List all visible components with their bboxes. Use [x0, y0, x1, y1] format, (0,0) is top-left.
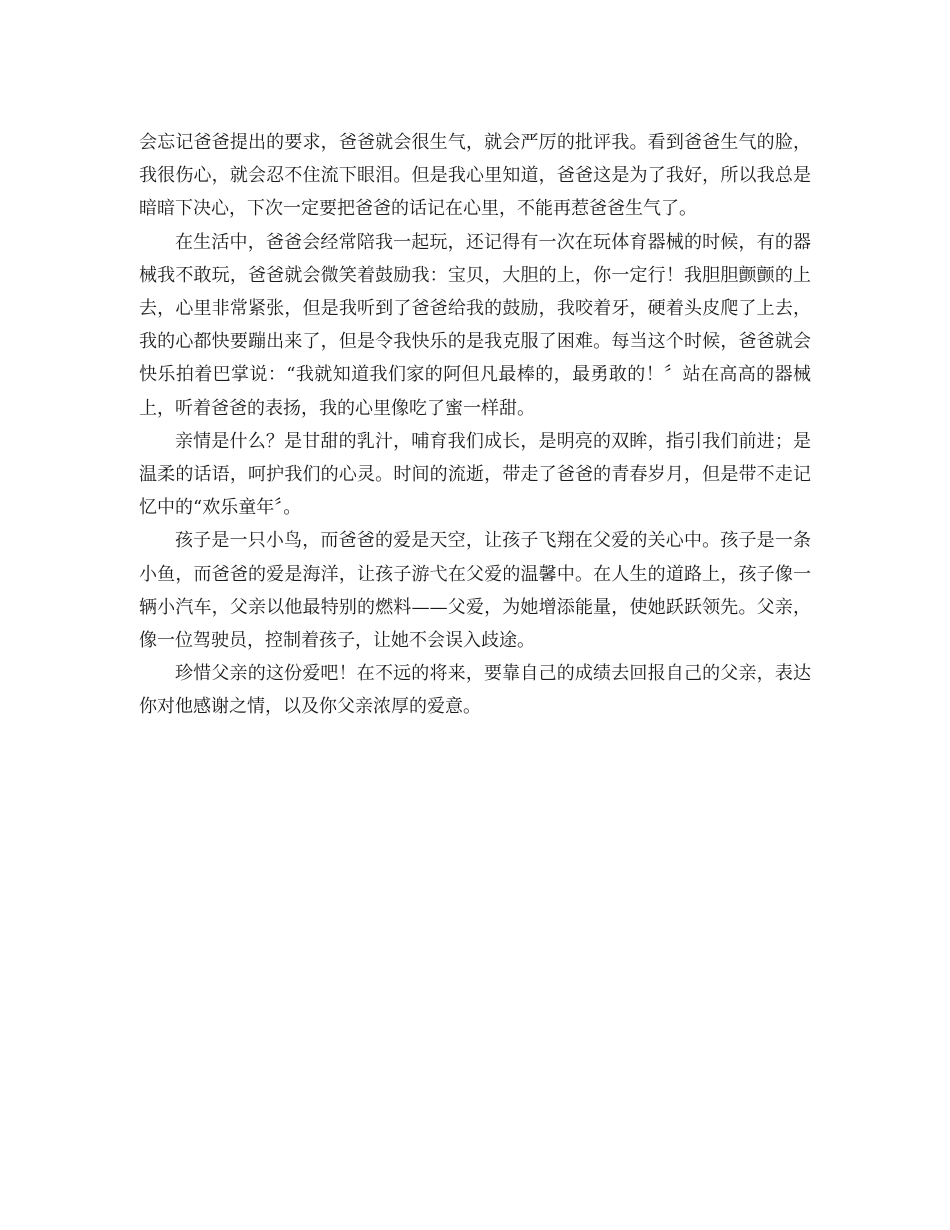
paragraph-what-is-family-love: 亲情是什么？是甘甜的乳汁，哺育我们成长，是明亮的双眸，指引我们前进；是温柔的话语，呵护我们的心灵。时间的流逝，带走了爸爸的青春岁月，但是带不走记忆中的“欢乐童年〞。: [139, 430, 811, 519]
paragraph-playground: 在生活中，爸爸会经常陪我一起玩，还记得有一次在玩体育器械的时候，有的器械我不敢玩，爸爸就会微笑着鼓励我：宝贝，大胆的上，你一定行！我胆胆颤颤的上去，心里非常紧张，但是我听到了爸爸给我的鼓励，我咬着牙，硬着头皮爬了上去，我的心都快要蹦出来了，但是令我快乐的是我克服了困难。每当这个时候，爸爸就会快乐拍着巴掌说：“我就知道我们家的阿但凡最棒的，最勇敢的！〞站在高高的器械上，听着爸爸的表扬，我的心里像吃了蜜一样甜。: [139, 231, 811, 419]
document-body: [139, 126, 811, 724]
paragraph-bird-and-sky: 孩子是一只小鸟，而爸爸的爱是天空，让孩子飞翔在父爱的关心中。孩子是一条小鱼，而爸爸的爱是海洋，让孩子游弋在父爱的温馨中。在人生的道路上，孩子像一辆小汽车，父亲以他最特别的燃料——父爱，为她增添能量，使她跃跃领先。父亲，像一位驾驶员，控制着孩子，让她不会误入歧途。: [139, 530, 811, 652]
paragraph-continued: 会忘记爸爸提出的要求，爸爸就会很生气，就会严厉的批评我。看到爸爸生气的脸，我很伤心，就会忍不住流下眼泪。但是我心里知道，爸爸这是为了我好，所以我总是暗暗下决心，下次一定要把爸爸的话记在心里，不能再惹爸爸生气了。: [139, 132, 811, 220]
paragraph-cherish: 珍惜父亲的这份爱吧！在不远的将来，要靠自己的成绩去回报自己的父亲，表达你对他感谢之情，以及你父亲浓厚的爱意。: [139, 663, 811, 718]
